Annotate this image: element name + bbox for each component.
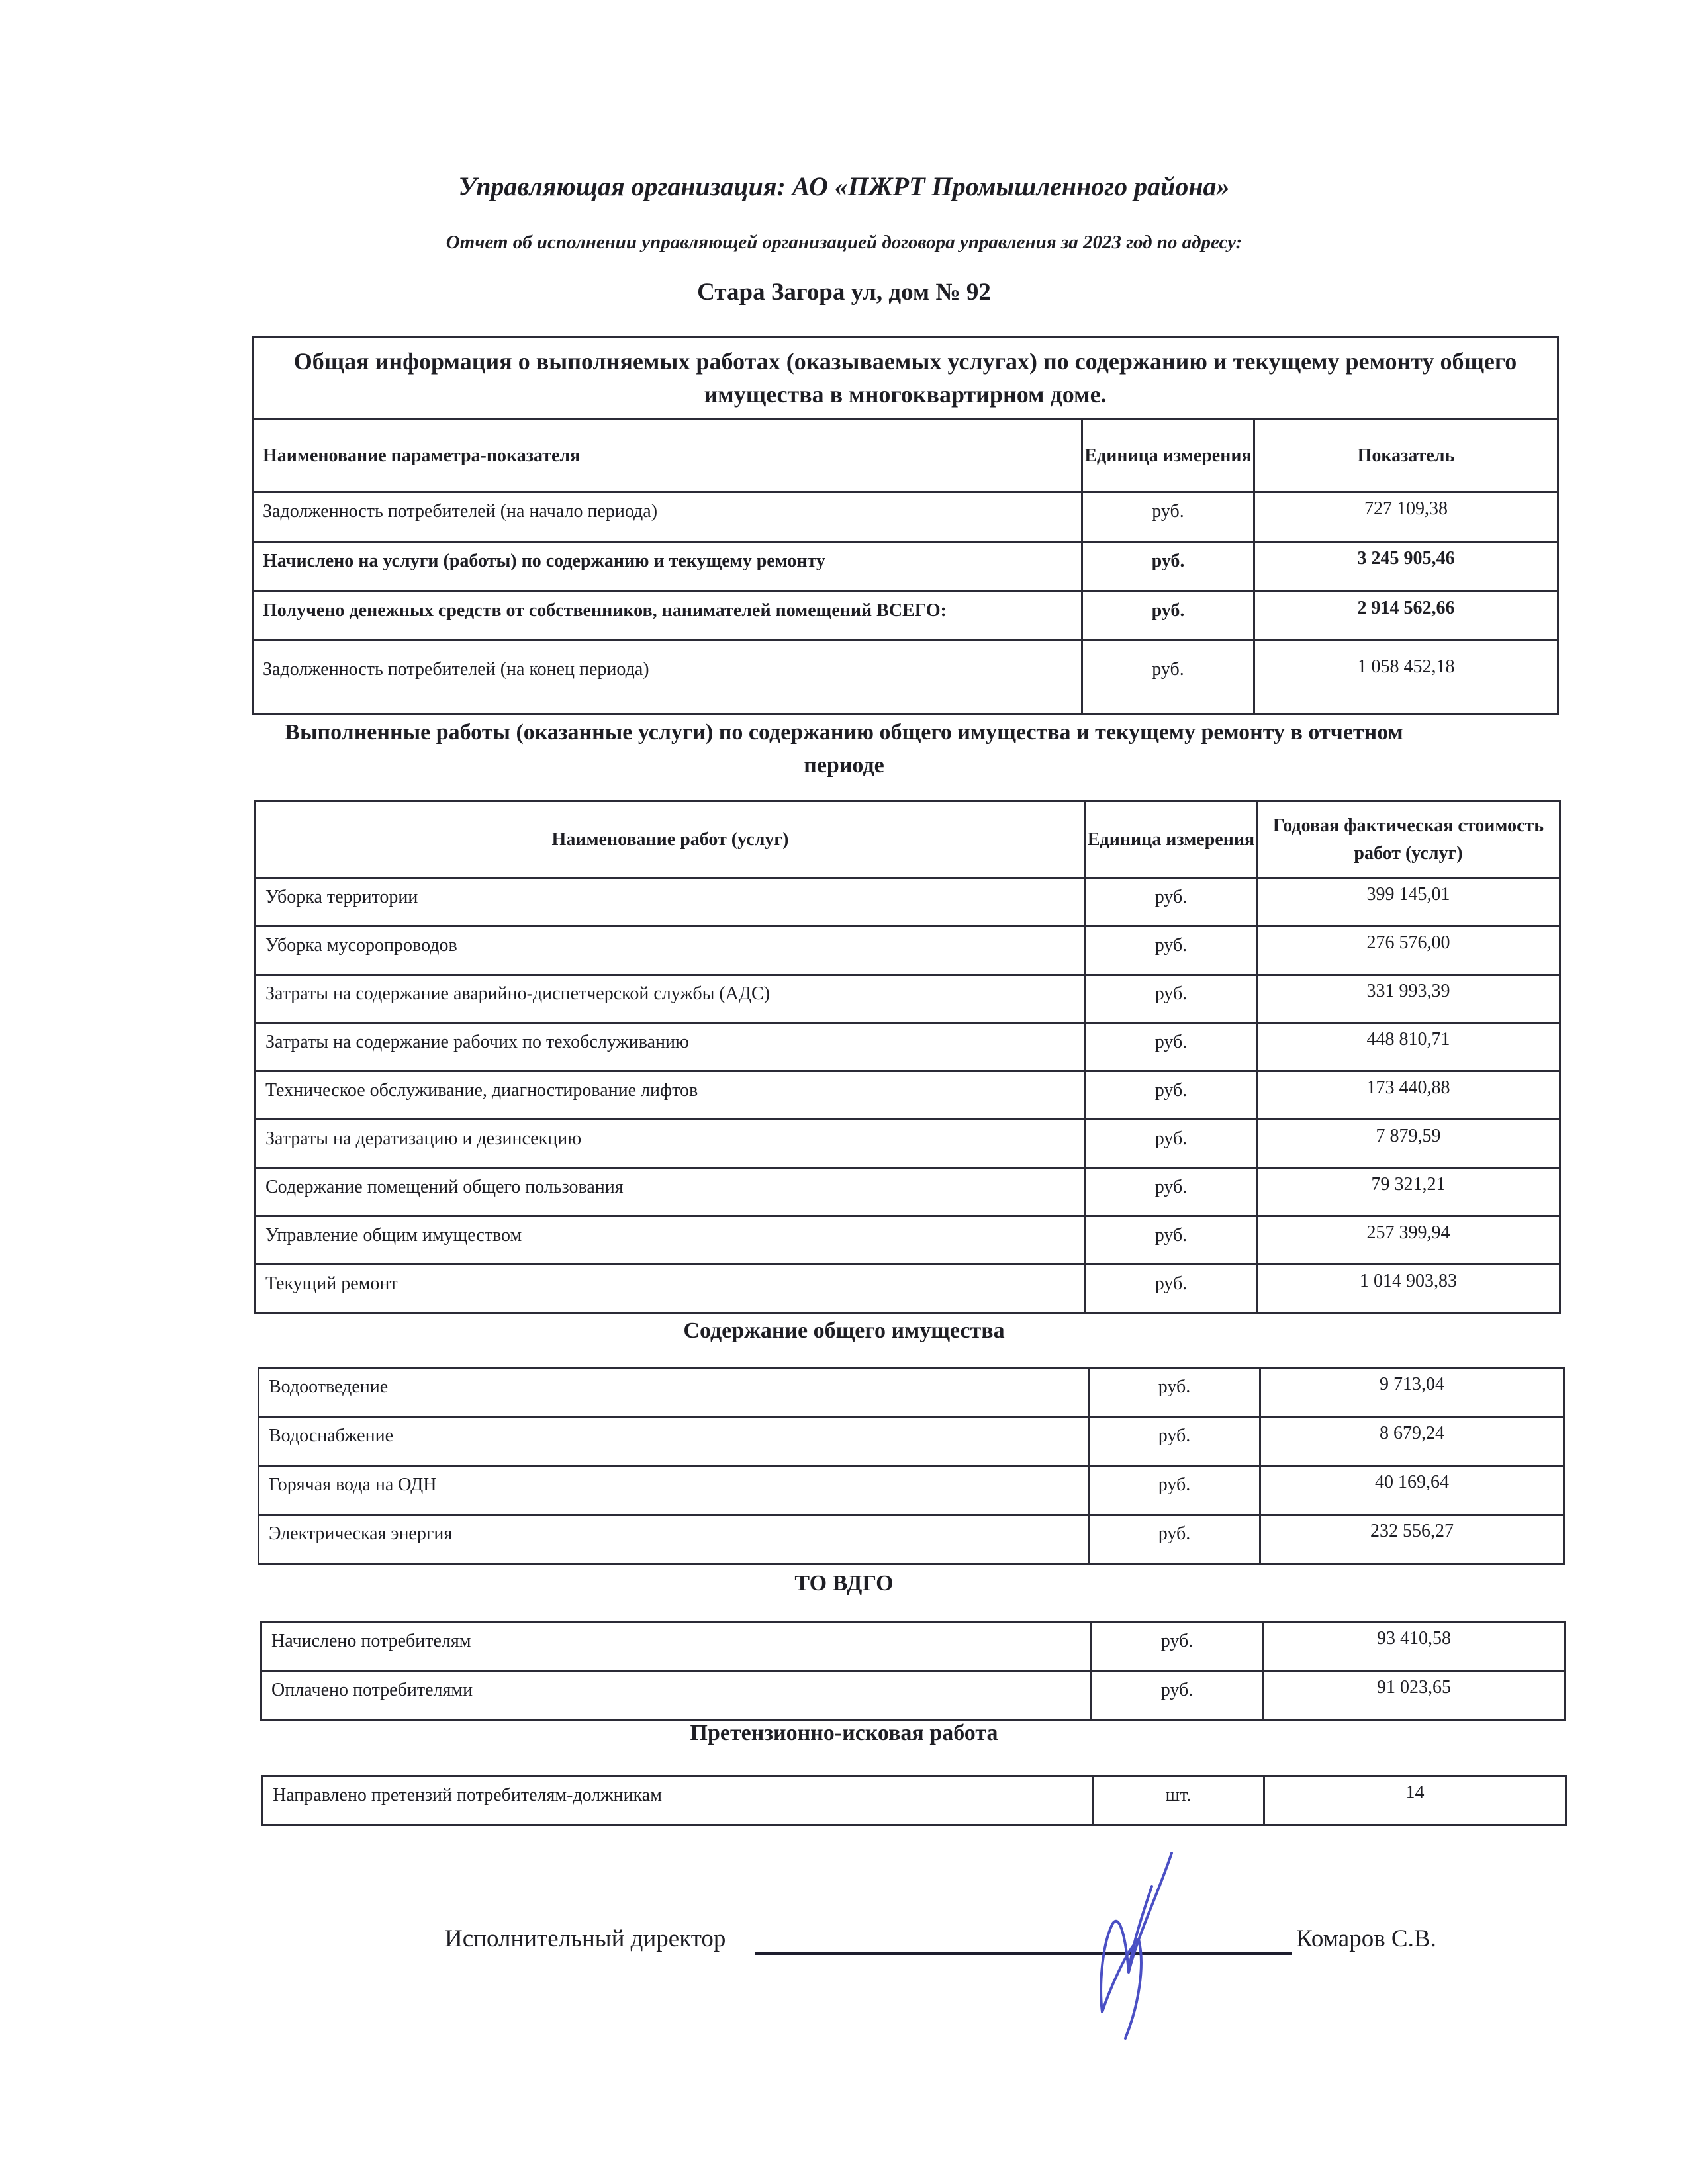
general-info-caption: Общая информация о выполняемых работах (оказываемых услугах) по содержанию и текущему ремонту общего имущества в многоквартирном доме. bbox=[253, 338, 1558, 420]
row-name: Электрическая энергия bbox=[259, 1515, 1089, 1564]
table-row bbox=[259, 1466, 1564, 1515]
row-name: Горячая вода на ОДН bbox=[259, 1466, 1089, 1515]
table-row bbox=[261, 1622, 1566, 1671]
row-value: 448 810,71 bbox=[1257, 1023, 1560, 1071]
row-value: 399 145,01 bbox=[1257, 878, 1560, 927]
table-row bbox=[256, 1023, 1560, 1071]
table-row bbox=[253, 542, 1558, 592]
row-value: 14 bbox=[1264, 1776, 1566, 1825]
column-header-unit: Единица измерения bbox=[1082, 420, 1254, 492]
row-name: Уборка территории bbox=[256, 878, 1086, 927]
row-name: Уборка мусоропроводов bbox=[256, 927, 1086, 975]
row-name: Затраты на содержание рабочих по техобслуживанию bbox=[256, 1023, 1086, 1071]
row-value: 173 440,88 bbox=[1257, 1071, 1560, 1120]
row-name: Водоснабжение bbox=[259, 1417, 1089, 1466]
row-unit: шт. bbox=[1093, 1776, 1264, 1825]
row-value: 276 576,00 bbox=[1257, 927, 1560, 975]
row-unit: руб. bbox=[1082, 492, 1254, 542]
column-header-annual-cost: Годовая фактическая стоимость работ (услуг) bbox=[1257, 801, 1560, 878]
table-row bbox=[256, 1168, 1560, 1216]
row-unit: руб. bbox=[1082, 592, 1254, 640]
row-unit: руб. bbox=[1089, 1515, 1260, 1564]
row-value: 7 879,59 bbox=[1257, 1120, 1560, 1168]
row-value: 1 058 452,18 bbox=[1254, 640, 1558, 714]
common-property-table bbox=[258, 1367, 1565, 1565]
claims-section-title: Претензионно-исковая работа bbox=[690, 1721, 998, 1745]
table-row bbox=[256, 1071, 1560, 1120]
row-name: Содержание помещений общего пользования bbox=[256, 1168, 1086, 1216]
table-row bbox=[263, 1776, 1566, 1825]
organization-title: Управляющая организация: АО «ПЖРТ Промышленного района» bbox=[458, 171, 1230, 201]
row-unit: руб. bbox=[1086, 1071, 1257, 1120]
row-unit: руб. bbox=[1092, 1622, 1263, 1671]
report-subtitle: Отчет об исполнении управляющей организацией договора управления за 2023 год по адресу: bbox=[445, 232, 1243, 253]
vdgo-section-title: ТО ВДГО bbox=[794, 1571, 894, 1596]
table-row bbox=[261, 1671, 1566, 1720]
table-row bbox=[259, 1417, 1564, 1466]
row-unit: руб. bbox=[1086, 1120, 1257, 1168]
row-value: 93 410,58 bbox=[1263, 1622, 1566, 1671]
table-row bbox=[256, 1120, 1560, 1168]
row-unit: руб. bbox=[1086, 975, 1257, 1023]
row-unit: руб. bbox=[1089, 1368, 1260, 1417]
row-unit: руб. bbox=[1089, 1466, 1260, 1515]
table-row bbox=[259, 1368, 1564, 1417]
row-name: Задолженность потребителей (на конец периода) bbox=[253, 640, 1082, 714]
row-value: 8 679,24 bbox=[1260, 1417, 1564, 1466]
table-row bbox=[259, 1515, 1564, 1564]
row-value: 331 993,39 bbox=[1257, 975, 1560, 1023]
row-name: Получено денежных средств от собственников, нанимателей помещений ВСЕГО: bbox=[253, 592, 1082, 640]
row-unit: руб. bbox=[1082, 542, 1254, 592]
general-info-table bbox=[252, 336, 1559, 715]
row-unit: руб. bbox=[1086, 878, 1257, 927]
row-value: 91 023,65 bbox=[1263, 1671, 1566, 1720]
signatory-position: Исполнительный директор bbox=[445, 1925, 726, 1952]
row-name: Техническое обслуживание, диагностирование лифтов bbox=[256, 1071, 1086, 1120]
table-row bbox=[256, 927, 1560, 975]
row-value: 3 245 905,46 bbox=[1254, 542, 1558, 592]
common-property-section-title: Содержание общего имущества bbox=[683, 1318, 1005, 1343]
table-row bbox=[256, 878, 1560, 927]
row-unit: руб. bbox=[1086, 1023, 1257, 1071]
table-row bbox=[253, 592, 1558, 640]
column-header-unit: Единица измерения bbox=[1086, 801, 1257, 878]
row-name: Водоотведение bbox=[259, 1368, 1089, 1417]
row-name: Затраты на дератизацию и дезинсекцию bbox=[256, 1120, 1086, 1168]
row-value: 79 321,21 bbox=[1257, 1168, 1560, 1216]
row-unit: руб. bbox=[1086, 927, 1257, 975]
row-name: Задолженность потребителей (на начало периода) bbox=[253, 492, 1082, 542]
works-table bbox=[254, 800, 1561, 1314]
table-row bbox=[253, 640, 1558, 714]
claims-table bbox=[261, 1775, 1567, 1826]
row-name: Управление общим имуществом bbox=[256, 1216, 1086, 1265]
row-unit: руб. bbox=[1086, 1168, 1257, 1216]
row-name: Текущий ремонт bbox=[256, 1265, 1086, 1314]
row-unit: руб. bbox=[1092, 1671, 1263, 1720]
table-row bbox=[256, 1216, 1560, 1265]
address-heading: Стара Загора ул, дом № 92 bbox=[697, 279, 991, 306]
row-unit: руб. bbox=[1082, 640, 1254, 714]
row-value: 2 914 562,66 bbox=[1254, 592, 1558, 640]
table-row bbox=[253, 492, 1558, 542]
table-row bbox=[256, 1265, 1560, 1314]
vdgo-table bbox=[260, 1621, 1566, 1721]
column-header-value: Показатель bbox=[1254, 420, 1558, 492]
row-unit: руб. bbox=[1086, 1265, 1257, 1314]
column-header-work-name: Наименование работ (услуг) bbox=[256, 801, 1086, 878]
row-value: 9 713,04 bbox=[1260, 1368, 1564, 1417]
row-name: Оплачено потребителями bbox=[261, 1671, 1092, 1720]
row-name: Направлено претензий потребителям-должникам bbox=[263, 1776, 1093, 1825]
table-row bbox=[256, 975, 1560, 1023]
row-unit: руб. bbox=[1086, 1216, 1257, 1265]
row-value: 40 169,64 bbox=[1260, 1466, 1564, 1515]
row-value: 232 556,27 bbox=[1260, 1515, 1564, 1564]
row-value: 1 014 903,83 bbox=[1257, 1265, 1560, 1314]
row-value: 727 109,38 bbox=[1254, 492, 1558, 542]
handwritten-signature-icon bbox=[1046, 1846, 1218, 2045]
row-name: Начислено на услуги (работы) по содержанию и текущему ремонту bbox=[253, 542, 1082, 592]
row-value: 257 399,94 bbox=[1257, 1216, 1560, 1265]
row-name: Начислено потребителям bbox=[261, 1622, 1092, 1671]
row-name: Затраты на содержание аварийно-диспетчерской службы (АДС) bbox=[256, 975, 1086, 1023]
signatory-name: Комаров С.В. bbox=[1296, 1925, 1436, 1952]
column-header-parameter: Наименование параметра-показателя bbox=[253, 420, 1082, 492]
works-section-title: Выполненные работы (оказанные услуги) по содержанию общего имущества и текущему ремонту в отчетном периоде bbox=[285, 720, 1403, 778]
row-unit: руб. bbox=[1089, 1417, 1260, 1466]
